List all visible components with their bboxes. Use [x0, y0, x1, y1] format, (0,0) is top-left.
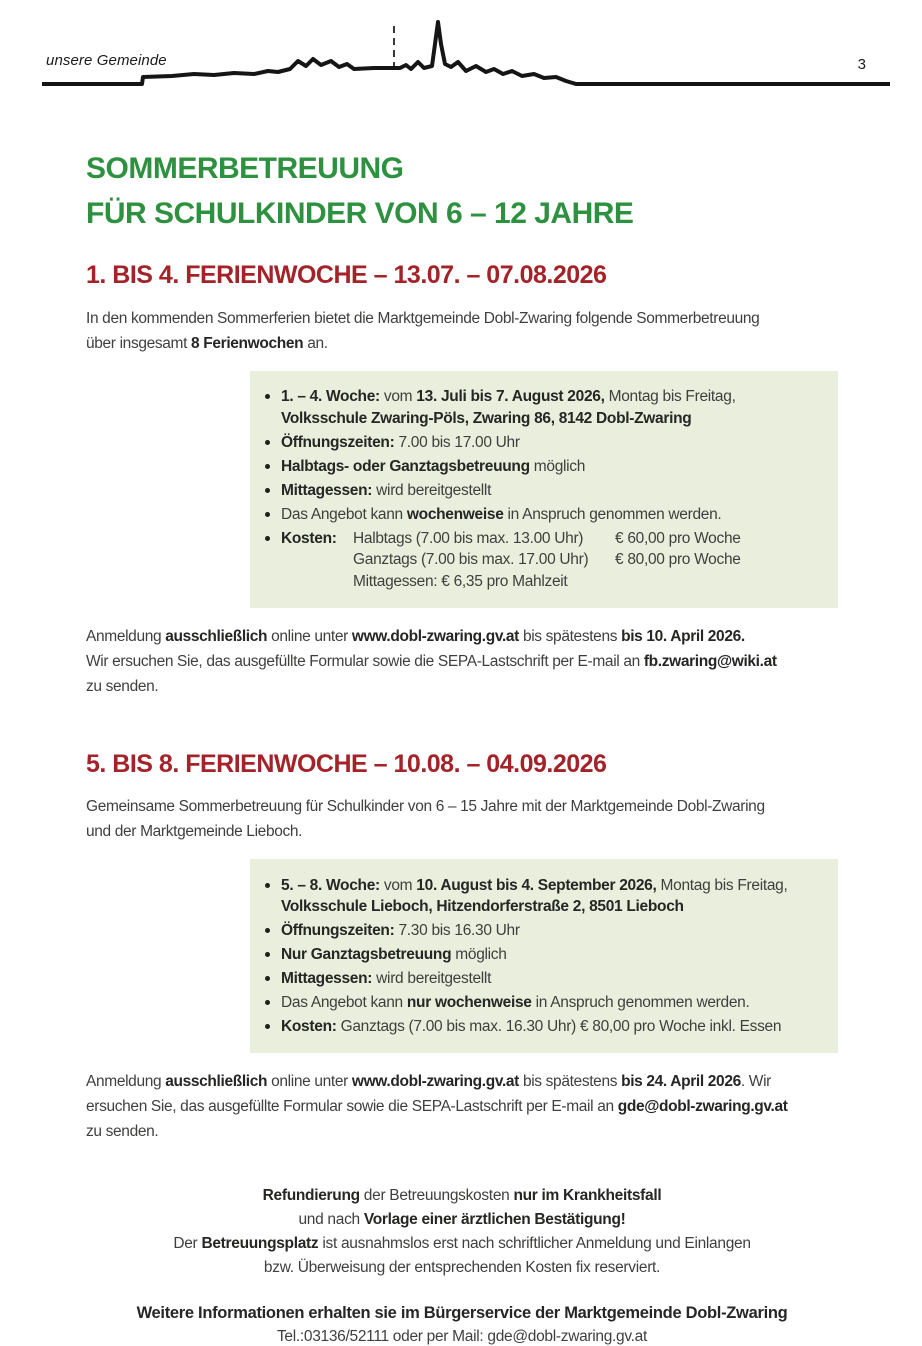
- kosten-rows: [353, 528, 822, 593]
- main-title-line2: FÜR SCHULKINDER VON 6 – 12 JAHRE: [86, 197, 634, 230]
- refund-notice: [86, 1184, 838, 1280]
- section-ferienwoche-1-4: [86, 262, 838, 699]
- bullet-dot-icon: [265, 512, 270, 517]
- bullet-dot-icon: [265, 883, 270, 888]
- kosten-label: Kosten:: [281, 529, 337, 547]
- list-item-text: Mittagessen: wird bereitgestellt: [281, 481, 492, 499]
- bullet-dot-icon: [265, 1000, 270, 1005]
- kosten-row: [353, 528, 822, 550]
- list-item-text: 5. – 8. Woche: vom 10. August bis 4. September 2026, Montag bis Freitag, Volksschule Lieboch, Hitzendorferstraße 2, 8501 Lieboch: [281, 876, 788, 915]
- kosten-row: [353, 549, 822, 571]
- page-content: [0, 146, 922, 1346]
- kosten-description: Ganztags (7.00 bis max. 17.00 Uhr): [353, 551, 589, 568]
- list-item: [262, 920, 822, 942]
- contact-footer: [86, 1304, 838, 1346]
- bullet-dot-icon: [265, 394, 270, 399]
- section2-intro: Gemeinsame Sommerbetreuung für Schulkinder von 6 – 15 Jahre mit der Marktgemeinde Dobl-Zwaring und der Marktgemeinde Lieboch.: [86, 798, 765, 840]
- list-item: [262, 1016, 822, 1038]
- kosten-description: Halbtags (7.00 bis max. 13.00 Uhr): [353, 529, 584, 547]
- section1-info-box: [250, 371, 838, 608]
- list-item-text: Kosten: Ganztags (7.00 bis max. 16.30 Uhr) € 80,00 pro Woche inkl. Essen: [281, 1018, 782, 1035]
- list-item: [262, 944, 822, 966]
- section2-info-box: [250, 859, 838, 1053]
- list-item: [262, 992, 822, 1014]
- refund-notice-line3: Der Betreuungsplatz ist ausnahmslos erst nach schriftlicher Anmeldung und Einlangen bzw. Überweisung der entsprechenden Kosten fix reserviert.: [173, 1235, 751, 1276]
- list-item: [262, 875, 822, 918]
- contact-footer-title: Weitere Informationen erhalten sie im Bürgerservice der Marktgemeinde Dobl-Zwaring: [136, 1304, 788, 1322]
- refund-notice-line2: und nach Vorlage einer ärztlichen Bestätigung!: [298, 1211, 626, 1228]
- list-item: [262, 480, 822, 502]
- section1-heading: 1. BIS 4. FERIENWOCHE – 13.07. – 07.08.2026: [86, 261, 607, 289]
- list-item-text: Mittagessen: wird bereitgestellt: [281, 970, 492, 987]
- list-item-text: Öffnungszeiten: 7.00 bis 17.00 Uhr: [281, 433, 520, 451]
- list-item-text: 1. – 4. Woche: vom 13. Juli bis 7. August 2026, Montag bis Freitag, Volksschule Zwaring-Pöls, Zwaring 86, 8142 Dobl-Zwaring: [281, 388, 736, 427]
- bullet-dot-icon: [265, 464, 270, 469]
- bullet-dot-icon: [265, 488, 270, 493]
- kosten-price: € 80,00 pro Woche: [615, 551, 741, 568]
- list-item: [262, 386, 822, 429]
- list-item-text: Das Angebot kann nur wochenweise in Anspruch genommen werden.: [281, 994, 750, 1011]
- contact-footer-phone-mail: Tel.:03136/52111 oder per Mail: gde@dobl-zwaring.gv.at: [276, 1328, 648, 1345]
- page-number: 3: [857, 56, 866, 73]
- list-item-kosten: [262, 528, 822, 593]
- bullet-dot-icon: [265, 976, 270, 981]
- section2-registration-note: Anmeldung ausschließlich online unter www.dobl-zwaring.gv.at bis spätestens bis 24. April 2026. Wir ersuchen Sie, das ausgefüllte Formular sowie die SEPA-Lastschrift per E-mail an gde@dobl-zwaring.gv.at zu senden.: [86, 1073, 788, 1140]
- bullet-dot-icon: [265, 440, 270, 445]
- kosten-description: Mittagessen: € 6,35 pro Mahlzeit: [353, 572, 568, 590]
- page-header: [0, 0, 922, 104]
- bullet-dot-icon: [265, 928, 270, 933]
- list-item: [262, 504, 822, 526]
- bullet-dot-icon: [265, 1024, 270, 1029]
- list-item-text: Das Angebot kann wochenweise in Anspruch genommen werden.: [281, 505, 722, 523]
- bullet-dot-icon: [265, 952, 270, 957]
- section1-bullet-list: [262, 386, 822, 525]
- section2-bullet-list: [262, 875, 822, 1038]
- list-item-text: Öffnungszeiten: 7.30 bis 16.30 Uhr: [281, 922, 520, 939]
- section1-registration-note: Anmeldung ausschließlich online unter www.dobl-zwaring.gv.at bis spätestens bis 10. April 2026. Wir ersuchen Sie, das ausgefüllte Formular sowie die SEPA-Lastschrift per E-mail an fb.zwaring@wiki.at zu senden.: [86, 627, 777, 695]
- kosten-table: [281, 528, 822, 593]
- kosten-price: € 60,00 pro Woche: [615, 529, 741, 547]
- publication-name: unsere Gemeinde: [46, 52, 167, 69]
- main-title-line1: SOMMERBETREUUNG: [86, 152, 404, 185]
- village-skyline-graphic: [42, 14, 890, 94]
- kosten-row: [353, 571, 822, 593]
- list-item: [262, 456, 822, 478]
- list-item: [262, 968, 822, 990]
- section1-intro: In den kommenden Sommerferien bietet die Marktgemeinde Dobl-Zwaring folgende Sommerbetreuung über insgesamt 8 Ferienwochen an.: [86, 309, 760, 352]
- kosten-price: [615, 571, 822, 593]
- main-title: [86, 146, 838, 236]
- section2-heading: 5. BIS 8. FERIENWOCHE – 10.08. – 04.09.2026: [86, 749, 607, 778]
- section-ferienwoche-5-8: [86, 751, 838, 1145]
- list-item: [262, 432, 822, 454]
- list-item-text: Nur Ganztagsbetreuung möglich: [281, 946, 507, 963]
- list-item-text: Halbtags- oder Ganztagsbetreuung möglich: [281, 457, 586, 475]
- bullet-dot-icon: [265, 536, 270, 541]
- refund-notice-line1: Refundierung der Betreuungskosten nur im Krankheitsfall: [262, 1187, 662, 1204]
